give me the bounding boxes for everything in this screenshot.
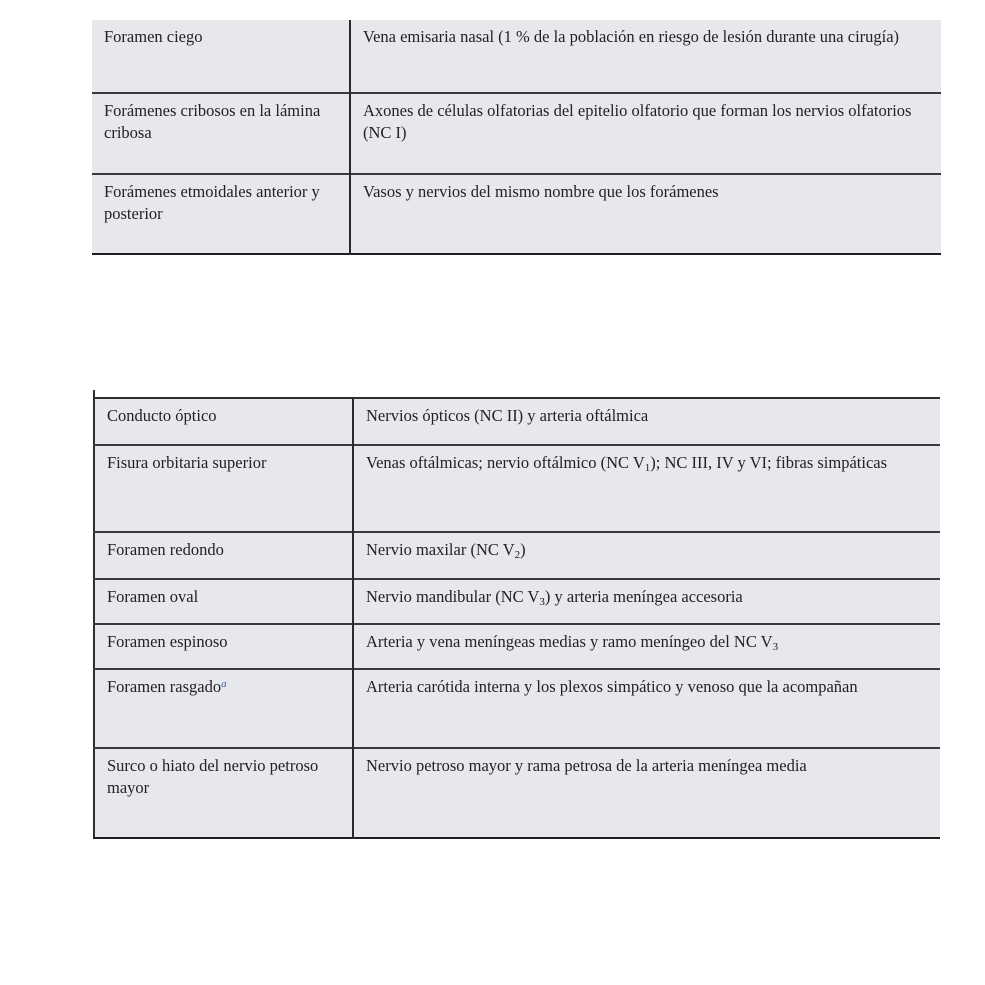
contents-cell [353,579,940,624]
contents-cell: Nervios ópticos (NC II) y arteria oftálmica [366,406,649,425]
contents-cell: Vena emisaria nasal (1 % de la población en riesgo de lesión durante una cirugía) [363,27,900,46]
subscript: 2 [514,549,521,561]
table-row [92,174,941,254]
contents-text: Venas oftálmicas; nervio oftálmico (NC V [366,453,645,472]
contents-cell: Arteria carótida interna y los plexos simpático y venoso que la acompañan [353,669,940,748]
contents-cell: Axones de células olfatorias del epitelio olfatorio que forman los nervios olfatorios (NC I) [350,93,941,174]
table-row [94,748,940,838]
table-row [94,669,940,748]
contents-text: ) [520,540,526,559]
structure-cell: Foramen espinoso [94,624,353,669]
structure-cell: Surco o hiato del nervio petroso mayor [94,748,353,838]
contents-cell: Vasos y nervios del mismo nombre que los forámenes [350,174,941,254]
contents-text: Arteria y vena meníngeas medias y ramo meníngeo del NC V [366,632,773,651]
table-row [94,579,940,624]
table-row [94,624,940,669]
table-row [94,398,940,445]
structure-text: Foramen rasgado [107,677,222,696]
contents-text: ); NC III, IV y VI; fibras simpáticas [650,453,888,472]
table-row [92,20,941,93]
structure-cell: Forámenes etmoidales anterior y posterior [92,174,350,254]
contents-cell [353,624,940,669]
footnote-marker[interactable]: a [221,678,227,690]
contents-cell [353,445,940,532]
subscript: 1 [644,462,651,474]
structure-cell: Conducto óptico [94,398,353,445]
table-row [94,445,940,532]
structure-cell: Foramen ciego [92,20,350,93]
contents-cell: Nervio petroso mayor y rama petrosa de la arteria meníngea media [353,748,940,838]
contents-cell [353,532,940,579]
subscript: 3 [539,596,545,608]
structure-cell: Fisura orbitaria superior [94,445,353,532]
structure-cell [94,669,353,748]
structure-cell: Foramen redondo [94,532,353,579]
table-row [94,532,940,579]
foramina-table-middle [93,397,940,839]
contents-text: ) y arteria meníngea accesoria [544,587,743,606]
contents-text: Nervio mandibular (NC V [366,587,540,606]
contents-text: Nervio maxilar (NC V [366,540,515,559]
structure-cell: Forámenes cribosos en la lámina cribosa [92,93,350,174]
structure-cell: Foramen oval [94,579,353,624]
subscript: 3 [772,641,779,653]
foramina-table-anterior [92,20,941,255]
table-row [92,93,941,174]
